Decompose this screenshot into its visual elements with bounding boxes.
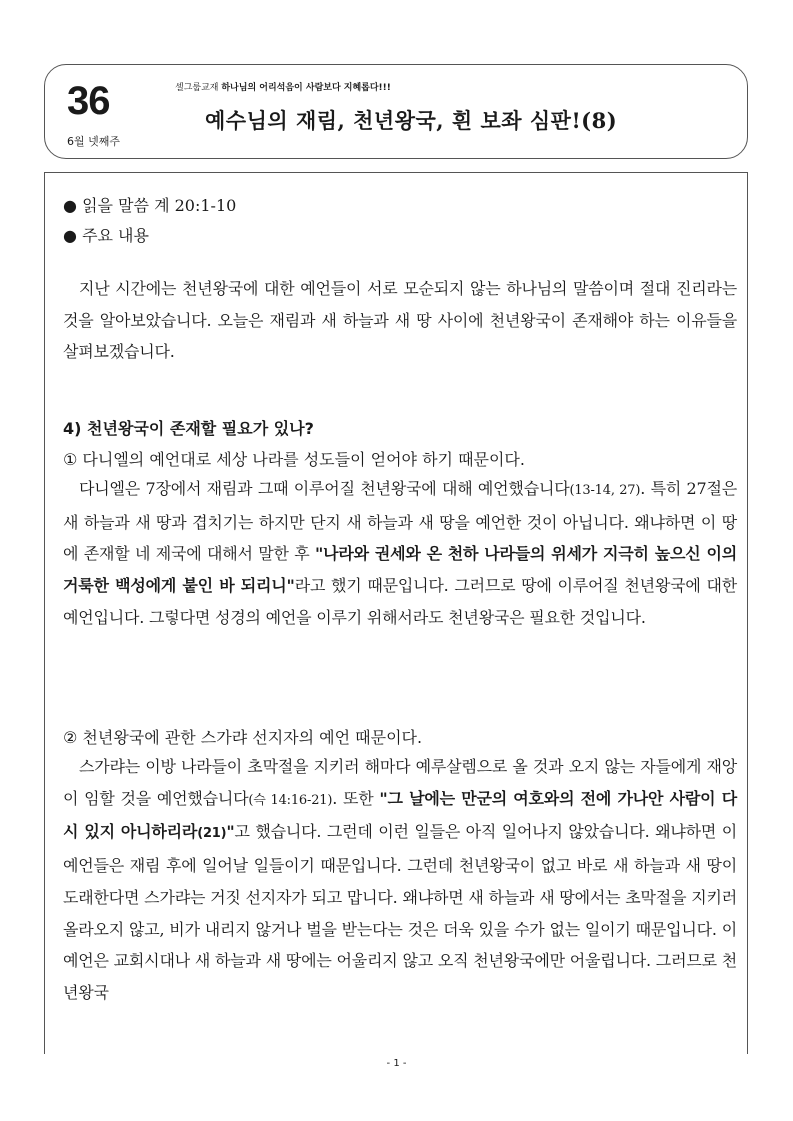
intro-paragraph: 지난 시간에는 천년왕국에 대한 예언들이 서로 모순되지 않는 하나님의 말씀이며 절대 진리라는 것을 알아보았습니다. 오늘은 재림과 새 하늘과 새 땅 사이에 천년왕국이 존재해야 하는 이유들을 살펴보겠습니다. (63, 279, 737, 362)
lesson-number: 36 (67, 79, 110, 123)
bullet-dot-icon: ● (63, 226, 77, 245)
point2-paragraph (63, 751, 737, 1009)
main-content-label: 주요 내용 (82, 226, 149, 245)
lesson-body (44, 172, 748, 1054)
point1-quote: "나라와 권세와 온 천하 나라들의 위세가 지극히 높으신 이의 거룩한 백성에게 붙인 바 되리니" (63, 544, 737, 596)
lesson-header (44, 64, 748, 159)
main-content-bullet (63, 223, 149, 246)
point2-text-a: 스가랴는 이방 나라들이 초막절을 지키러 해마다 예루살렘으로 올 것과 오지 않는 자들에게 재앙이 임할 것을 예언했습니다 (63, 757, 737, 808)
reading-bullet (63, 193, 236, 216)
point2-quote-text: "그 날에는 만군의 여호와의 전에 가나안 사람이 다시 있지 아니하리라 (63, 788, 737, 842)
point1-text-a: 다니엘은 7장에서 재림과 그때 이루어질 천년왕국에 대해 예언했습니다 (79, 479, 570, 498)
page-title: 예수님의 재림, 천년왕국, 흰 보좌 심판!(8) (205, 108, 618, 133)
week-label: 6월 넷째주 (67, 135, 120, 148)
section-heading: 4) 천년왕국이 존재할 필요가 있나? (63, 419, 314, 438)
point1-reference: (13-14, 27) (569, 483, 641, 498)
series-title: 하나님의 어리석음이 사람보다 지혜롭다!!! (221, 83, 391, 93)
series-line (175, 80, 391, 93)
point2-reference: (슥 14:16-21) (248, 792, 333, 808)
page-number: - 1 - (386, 1058, 407, 1069)
series-label: 셀그룹교재 (175, 83, 219, 93)
bullet-dot-icon: ● (63, 196, 77, 215)
reading-label: 읽을 말씀 (82, 196, 149, 215)
point1-text-c: 라고 했기 때문입니다. 그러므로 땅에 이루어질 천년왕국에 대한 예언입니다. 그렇다면 성경의 예언을 이루기 위해서라도 천년왕국은 필요한 것입니다. (63, 576, 737, 627)
reading-reference: 계 20:1-10 (154, 196, 237, 215)
point1-heading: ① 다니엘의 예언대로 세상 나라를 성도들이 얻어야 하기 때문이다. (63, 450, 525, 469)
point1-text-b: . 특히 27절은 새 하늘과 새 땅과 겹치기는 하지만 단지 새 하늘과 새 땅을 예언한 것이 아닙니다. 왜냐하면 이 땅에 존재할 네 제국에 대해서 말한 후 (63, 479, 737, 564)
point2-heading: ② 천년왕국에 관한 스가랴 선지자의 예언 때문이다. (63, 728, 423, 747)
point2-text-b: . 또한 (332, 788, 380, 808)
point2-text-c: 고 했습니다. 그런데 이런 일들은 아직 일어나지 않았습니다. 왜냐하면 이 예언들은 재림 후에 일어날 일들이기 때문입니다. 그런데 천년왕국이 없고 바로 새 하늘과 새 땅이 도래한다면 스가랴는 거짓 선지자가 되고 맙니다. 왜냐하면 새 하늘과 새 땅에서는 초막절을 지키러 올라오지 않고, 비가 내리지 않거나 벌을 받는다는 것은 더욱 있을 수가 없는 일이기 때문입니다. 이 예언은 교회시대나 새 하늘과 새 땅에는 어울리지 않고 오직 천년왕국에만 어울립니다. 그러므로 천년왕국 (63, 822, 738, 1002)
point1-paragraph (63, 473, 737, 634)
point2-quote-reference: (21) (197, 826, 227, 842)
point2-quote-close: " (226, 822, 235, 842)
